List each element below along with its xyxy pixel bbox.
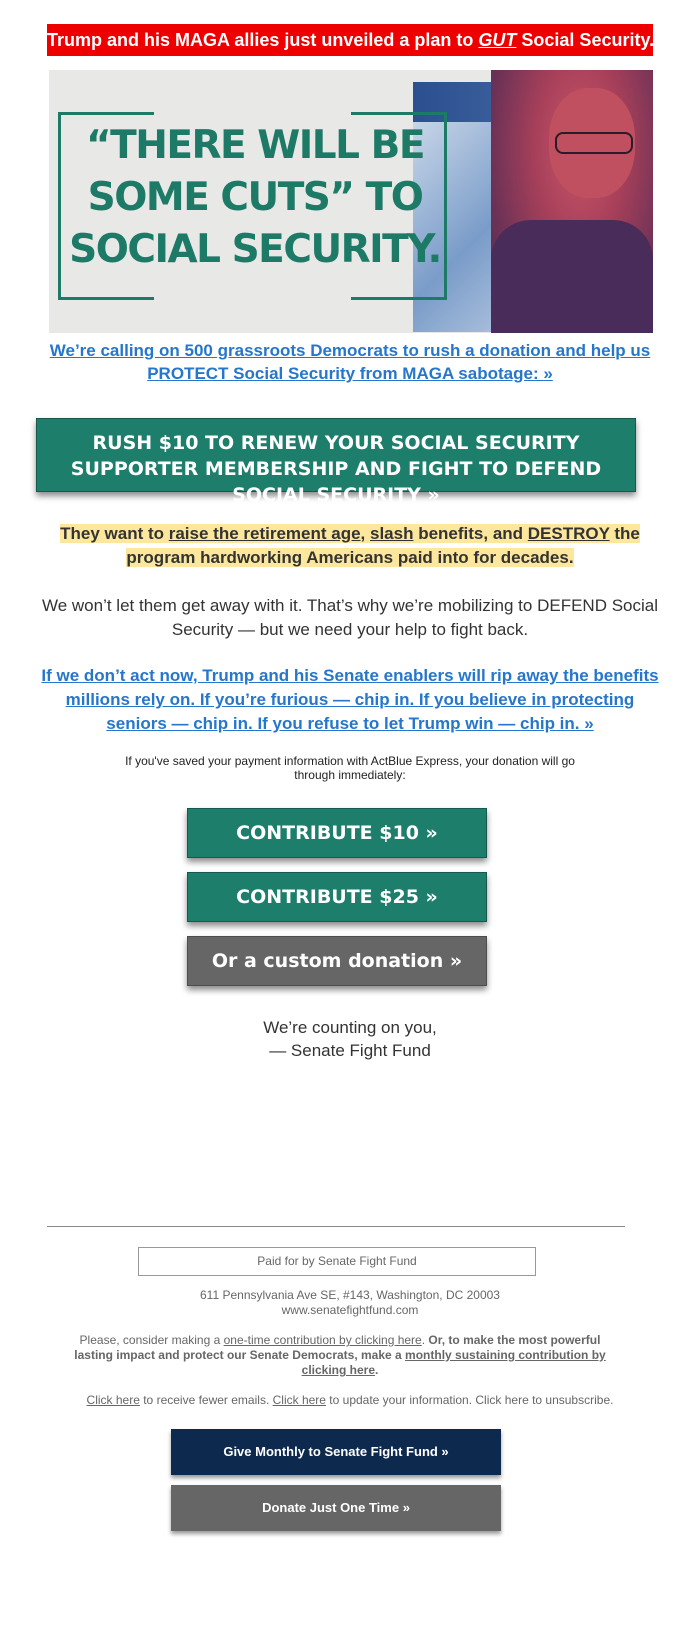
prefs-text-2: to update your information. Click here to unsubscribe. (325, 1393, 614, 1407)
footer-address (100, 1288, 600, 1318)
consider-contribution-text (60, 1333, 620, 1378)
actblue-express-note: If you've saved your payment information with ActBlue Express, your donation will go through immediately: (125, 754, 575, 782)
signoff-line-2: — Senate Fight Fund (269, 1041, 431, 1060)
banner-emphasis: GUT (478, 30, 517, 50)
consider-bold-text: Or, to make the most powerful lasting impact and protect our Senate Democrats, make a (74, 1333, 601, 1362)
quote-line-1: “THERE WILL BE (86, 123, 424, 168)
contribute-10-button[interactable]: CONTRIBUTE $10 » (187, 808, 487, 858)
hl-underline-slash: slash (370, 524, 414, 543)
footer-divider (47, 1226, 625, 1227)
hl-text-2: , (360, 524, 370, 543)
email-preferences (40, 1393, 660, 1408)
quote-line-2: SOME CUTS” TO (87, 175, 423, 220)
lead-donation-link[interactable]: We’re calling on 500 grassroots Democrats to rush a donation and help us PROTECT Social Security from MAGA sabotage: » (49, 341, 651, 383)
consider-text-1: Please, consider making a (79, 1333, 224, 1347)
prefs-text-1: to receive fewer emails. (139, 1393, 273, 1407)
signoff-line-1: We’re counting on you, (263, 1018, 437, 1037)
consider-text-3: . (375, 1363, 379, 1377)
person-suit (491, 220, 653, 333)
politician-photo (491, 70, 653, 333)
mobilize-paragraph: We won’t let them get away with it. That’s why we’re mobilizing to DEFEND Social Security — but we need your help to fight back. (41, 596, 659, 639)
hl-text-4: the program hardworking Americans paid into for decades. (126, 524, 640, 567)
address-line: 611 Pennsylvania Ave SE, #143, Washington, DC 20003 (200, 1288, 500, 1302)
headline-banner (47, 24, 653, 56)
donate-one-time-button[interactable]: Donate Just One Time » (171, 1485, 501, 1531)
highlight-span (60, 524, 640, 567)
one-time-contribution-link[interactable]: one-time contribution by clicking here (223, 1333, 422, 1347)
hl-underline-retirement: raise the retirement age (168, 524, 361, 543)
signoff (150, 1016, 550, 1062)
update-info-link[interactable]: Click here (272, 1393, 326, 1407)
quote-line-3: SOCIAL SECURITY. (69, 227, 441, 272)
contribute-25-button[interactable]: CONTRIBUTE $25 » (187, 872, 487, 922)
monthly-contribution-link[interactable]: monthly sustaining contribution by clicking here (301, 1348, 606, 1377)
hl-text-1: They want to (60, 524, 169, 543)
rush-10-membership-button[interactable]: RUSH $10 TO RENEW YOUR SOCIAL SECURITY SUPPORTER MEMBERSHIP AND FIGHT TO DEFEND SOCIAL SECURITY » (36, 418, 636, 492)
person-glasses (555, 132, 633, 154)
consider-text-2: . (421, 1333, 429, 1347)
banner-text-before: Trump and his MAGA allies just unveiled a plan to (47, 30, 479, 50)
hl-underline-destroy: DESTROY (527, 524, 610, 543)
custom-donation-button[interactable]: Or a custom donation » (187, 936, 487, 986)
banner-text-after: Social Security. (516, 30, 655, 50)
highlight-paragraph (30, 522, 670, 570)
hero-quote (57, 120, 453, 276)
chip-in-link[interactable]: If we don’t act now, Trump and his Senate enablers will rip away the benefits millions rely on. If you’re furious — chip in. If you believe in protecting seniors — chip in. If you refuse to let Trump win — chip in. » (41, 666, 659, 733)
hl-text-3: benefits, and (413, 524, 528, 543)
paid-for-box: Paid for by Senate Fight Fund (138, 1247, 536, 1276)
website-link[interactable]: www.senatefightfund.com (281, 1303, 419, 1317)
hero-image[interactable] (49, 70, 653, 333)
fewer-emails-link[interactable]: Click here (86, 1393, 140, 1407)
give-monthly-button[interactable]: Give Monthly to Senate Fight Fund » (171, 1429, 501, 1475)
